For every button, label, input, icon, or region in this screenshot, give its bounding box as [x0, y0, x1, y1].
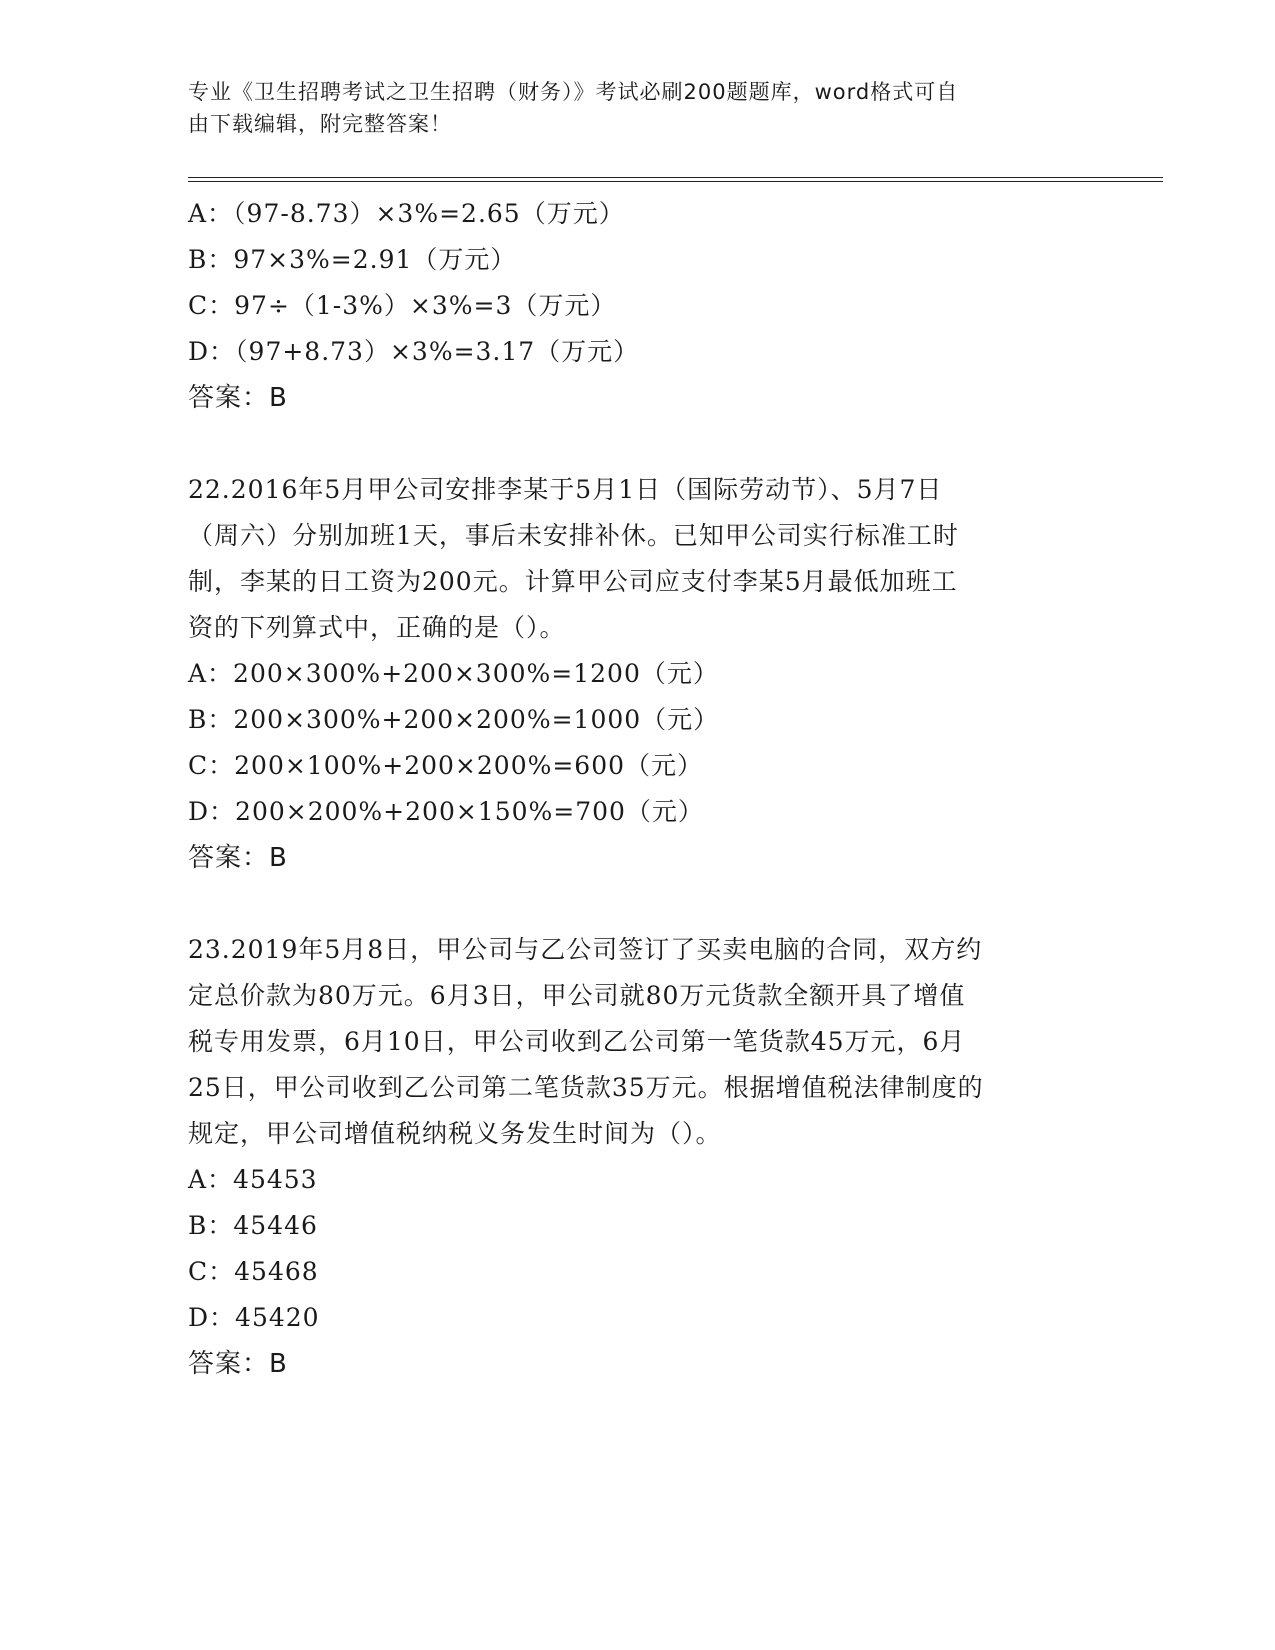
q23-option-d: D：45420 — [188, 1303, 320, 1332]
q22-stem-line-1: 22.2016年5月甲公司安排李某于5月1日（国际劳动节）、5月7日 — [188, 475, 943, 504]
header-rule-bottom — [188, 181, 1163, 182]
q22-stem-line-4: 资的下列算式中，正确的是（）。 — [188, 613, 566, 642]
q22-option-a: A：200×300%+200×300%=1200（元） — [188, 659, 719, 688]
header-title-line-2: 由下载编辑，附完整答案！ — [188, 112, 452, 136]
q23-stem-line-1: 23.2019年5月8日，甲公司与乙公司签订了买卖电脑的合同，双方约 — [188, 935, 983, 964]
q23-option-a: A：45453 — [188, 1165, 318, 1194]
q21-option-a: A：（97-8.73）×3%=2.65（万元） — [188, 199, 625, 228]
q23-option-c: C：45468 — [188, 1257, 319, 1286]
spacer — [188, 881, 1088, 927]
q21-answer: 答案：B — [188, 383, 288, 413]
q23-stem-line-2: 定总价款为80万元。6月3日，甲公司就80万元货款全额开具了增值 — [188, 981, 966, 1010]
question-21 — [188, 191, 1088, 421]
q23-stem-line-4: 25日，甲公司收到乙公司第二笔货款35万元。根据增值税法律制度的 — [188, 1073, 984, 1102]
q21-option-d: D：（97+8.73）×3%=3.17（万元） — [188, 337, 640, 366]
header-title-line-1: 专业《卫生招聘考试之卫生招聘（财务）》考试必刷200题题库，word格式可自 — [188, 80, 959, 104]
q22-answer: 答案：B — [188, 843, 288, 873]
question-22 — [188, 467, 1088, 881]
spacer — [188, 421, 1088, 467]
q22-option-d: D：200×200%+200×150%=700（元） — [188, 797, 704, 826]
q22-option-c: C：200×100%+200×200%=600（元） — [188, 751, 704, 780]
q21-option-c: C：97÷（1-3%）×3%=3（万元） — [188, 291, 617, 320]
q22-stem-line-3: 制，李某的日工资为200元。计算甲公司应支付李某5月最低加班工 — [188, 567, 958, 596]
q23-stem-line-3: 税专用发票，6月10日，甲公司收到乙公司第一笔货款45万元，6月 — [188, 1027, 966, 1056]
document-header — [188, 76, 1088, 140]
header-rule-top — [188, 177, 1163, 178]
question-content — [188, 191, 1088, 1387]
question-23 — [188, 927, 1088, 1387]
q22-option-b: B：200×300%+200×200%=1000（元） — [188, 705, 720, 734]
q23-option-b: B：45446 — [188, 1211, 318, 1240]
q23-answer: 答案：B — [188, 1349, 288, 1379]
q23-stem-line-5: 规定，甲公司增值税纳税义务发生时间为（）。 — [188, 1119, 722, 1148]
q21-option-b: B：97×3%=2.91（万元） — [188, 245, 517, 274]
q22-stem-line-2: （周六）分别加班1天，事后未安排补休。已知甲公司实行标准工时 — [188, 521, 959, 550]
